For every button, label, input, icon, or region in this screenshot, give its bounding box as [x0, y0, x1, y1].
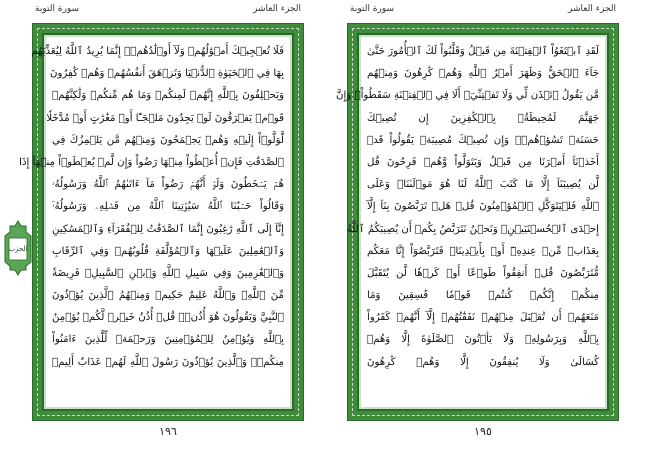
- text-line: مَنَعَهُمۡ أَن تُقۡبَلَ مِنۡهُمۡ نَفَقَٰتُهُمۡ إِلَّآ أَنَّهُمۡ كَفَرُواْ: [367, 312, 599, 324]
- juz-header: الجزء العاشر: [568, 4, 616, 14]
- juz-header: الجزء العاشر: [253, 4, 301, 14]
- text-line: أَخَذۡنَآ أَمۡرَنَا مِن قَبۡلُ وَيَتَوَلَّواْ وَّهُمۡ فَرِحُونَ قُل: [367, 156, 599, 168]
- text-line: مُّتَرَبِّصُونَ قُلۡ أَنفِقُواْ طَوۡعًا أَوۡ كَرۡهٗا لَّن يُتَقَبَّلَ: [367, 267, 599, 279]
- text-line: بِهَا فِي ٱلۡحَيَوٰةِ ٱلدُّنۡيَا وَتَزۡهَقَ أَنفُسُهُمۡ وَهُمۡ كَٰفِرُونَ: [49, 68, 284, 80]
- text-line: حَسَنَةٞ تَسُؤۡهُمۡۖ وَإِن تُصِبۡكَ مُصِيبَةٞ يَقُولُواْ قَدۡ: [367, 134, 599, 146]
- text-line: وَقَالُواْ حَسۡبُنَا ٱللَّهُ سَيُؤۡتِينَا ٱللَّهُ مِن فَضۡلِهِۦ وَرَسُولُهُۥٓ: [52, 201, 284, 213]
- text-area: [335, 33, 609, 411]
- text-line: بِٱللَّهِ وَيُؤۡمِنُ لِلۡمُؤۡمِنِينَ وَرَحۡمَةٞ لِّلَّذِينَ ءَامَنُواْ: [52, 334, 284, 346]
- text-line: لَّن يُصِيبَنَآ إِلَّا مَا كَتَبَ ٱللَّهُ لَنَا هُوَ مَوۡلَىٰنَاۚ وَعَلَى: [367, 179, 599, 191]
- text-line: ٱلصَّدَقَٰتِ فَإِنۡ أُعۡطُواْ مِنۡهَا رَضُواْ وَإِن لَّمۡ يُعۡطَوۡاْ مِنۡهَآ إِذَا: [19, 156, 284, 168]
- text-line: بِٱللَّهِ وَبِرَسُولِهِۦ وَلَا يَأۡتُونَ ٱلصَّلَوٰةَ إِلَّا وَهُمۡ: [367, 334, 599, 346]
- text-line: قَوۡمٞ يَفۡرَقُونَ لَوۡ يَجِدُونَ مَلۡجَـًٔا أَوۡ مَغَٰرَٰتٍ أَوۡ مُدَّخَلٗا: [46, 112, 284, 124]
- text-line: مِنكُمۡ إِنَّكُمۡ كُنتُمۡ قَوۡمٗا فَٰسِقِينَ وَمَا: [367, 290, 599, 302]
- text-line: جَآءَ ٱلۡحَقُّ وَظَهَرَ أَمۡرُ ٱللَّهِ وَهُمۡ كَٰرِهُونَ وَمِنۡهُم: [367, 68, 599, 80]
- text-line: وَٱلۡغَٰرِمِينَ وَفِي سَبِيلِ ٱللَّهِ وَٱبۡنِ ٱلسَّبِيلِۖ فَرِيضَةٗ: [52, 267, 284, 279]
- text-line: إِحۡدَى ٱلۡحُسۡنَيَيۡنِۖ وَنَحۡنُ نَتَرَبَّصُ بِكُمۡ أَن يُصِيبَكُمُ ٱللَّهُ: [346, 223, 599, 235]
- text-line: بِعَذَابٖ مِّنۡ عِندِهِۦٓ أَوۡ بِأَيۡدِينَاۖ فَتَرَبَّصُوٓاْ إِنَّا مَعَكُم: [367, 245, 599, 257]
- text-line: مِّنَ ٱللَّهِۗ وَٱللَّهُ عَلِيمٌ حَكِيمٞ وَمِنۡهُمُ ٱلَّذِينَ يُؤۡذُونَ: [52, 290, 284, 302]
- text-line: ٱلنَّبِيَّ وَيَقُولُونَ هُوَ أُذُنٞۚ قُلۡ أُذُنُ خَيۡرٖ لَّكُمۡ يُؤۡمِنُ: [52, 312, 284, 324]
- text-area: [19, 33, 294, 411]
- text-line: جَهَنَّمَ لَمُحِيطَةُۢ بِٱلۡكَٰفِرِينَ إِن تُصِبۡكَ: [367, 112, 599, 124]
- text-line: كُسَالَىٰ وَلَا يُنفِقُونَ إِلَّا وَهُمۡ كَٰرِهُونَ: [367, 356, 599, 368]
- page-number: ١٩٦: [159, 425, 177, 438]
- text-line: هُمۡ يَسۡخَطُونَ وَلَوۡ أَنَّهُمۡ رَضُواْ مَآ ءَاتَىٰهُمُ ٱللَّهُ وَرَسُولُهُۥ: [52, 179, 284, 191]
- text-line: وَيَحۡلِفُونَ بِٱللَّهِ إِنَّهُمۡ لَمِنكُمۡ وَمَا هُم مِّنكُمۡ وَلَٰكِنَّهُمۡ: [52, 90, 284, 102]
- page-number: ١٩٥: [474, 425, 492, 438]
- hizb-label: الحزب: [8, 245, 28, 253]
- right-page: [335, 4, 618, 438]
- text-line: وَٱلۡعَٰمِلِينَ عَلَيۡهَا وَٱلۡمُؤَلَّفَةِ قُلُوبُهُمۡ وَفِي ٱلرِّقَابِ: [52, 245, 284, 257]
- hizb-marker: [4, 220, 32, 276]
- text-line: فَلَا تُعۡجِبۡكَ أَمۡوَٰلُهُمۡ وَلَآ أَوۡلَٰدُهُمۡۚ إِنَّمَا يُرِيدُ ٱللَّهُ لِيُعَذِّبَهُم: [31, 46, 284, 57]
- text-line: مِنكُمۡۚ وَٱلَّذِينَ يُؤۡذُونَ رَسُولَ ٱللَّهِ لَهُمۡ عَذَابٌ أَلِيمٞ: [52, 356, 284, 368]
- text-line: لَّوَلَّوۡاْ إِلَيۡهِ وَهُمۡ يَجۡمَحُونَ وَمِنۡهُم مَّن يَلۡمِزُكَ فِي: [52, 134, 284, 146]
- surah-header: سورة التوبة: [35, 4, 80, 14]
- left-page: [19, 4, 303, 438]
- text-line: مَّن يَقُولُ ٱئۡذَن لِّي وَلَا تَفۡتِنِّيٓۚ أَلَا فِي ٱلۡفِتۡنَةِ سَقَطُواْۗ وَإِنَّ: [335, 90, 599, 102]
- surah-header: سورة التوبة: [350, 4, 395, 14]
- text-line: لَقَدِ ٱبۡتَغَوُاْ ٱلۡفِتۡنَةَ مِن قَبۡلُ وَقَلَّبُواْ لَكَ ٱلۡأُمُورَ حَتَّىٰ: [367, 46, 599, 57]
- text-line: إِنَّآ إِلَى ٱللَّهِ رَٰغِبُونَ إِنَّمَا ٱلصَّدَقَٰتُ لِلۡفُقَرَآءِ وَٱلۡمَسَٰكِينِ: [52, 223, 284, 235]
- text-line: ٱللَّهِ فَلۡيَتَوَكَّلِ ٱلۡمُؤۡمِنُونَ قُلۡ هَلۡ تَرَبَّصُونَ بِنَآ إِلَّآ: [367, 201, 599, 213]
